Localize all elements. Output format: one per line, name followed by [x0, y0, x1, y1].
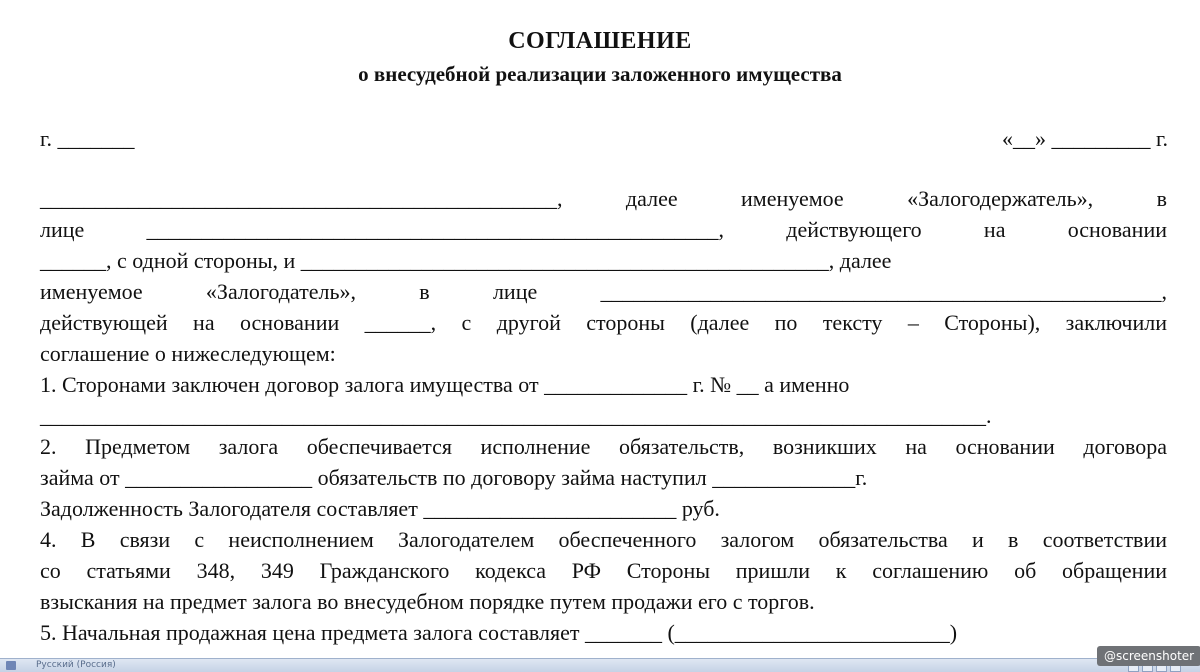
body-line-9: 2. Предметом залога обеспечивается исполнение обязательств, возникших на основании договора [40, 434, 1167, 459]
body-line-1: _______________________________________________, далее именуемое «Залогодержатель», в [40, 186, 1167, 211]
document-title: СОГЛАШЕНИЕ [508, 28, 692, 54]
body-line-7: 1. Сторонами заключен договор залога имущества от _____________ г. № __ а именно [40, 372, 850, 397]
body-line-15: 5. Начальная продажная цена предмета залога составляет _______ (_________________________) [40, 620, 958, 645]
document-subtitle: о внесудебной реализации заложенного имущества [358, 62, 842, 86]
body-line-4: именуемое «Залогодатель», в лице ___________________________________________________, [40, 279, 1167, 304]
body-line-14: взыскания на предмет залога во внесудебном порядке путем продажи его с торгов. [40, 589, 815, 614]
body-line-3: ______, с одной стороны, и ________________________________________________, далее [40, 248, 892, 273]
status-bar [0, 658, 1200, 672]
language-indicator[interactable]: Русский (Россия) [36, 660, 116, 670]
body-line-13: со статьями 348, 349 Гражданского кодекса РФ Стороны пришли к соглашению об обращении [40, 558, 1167, 583]
watermark-badge: @screenshoter [1097, 646, 1200, 666]
body-line-10: займа от _________________ обязательств по договору займа наступил _____________г. [40, 465, 868, 490]
body-line-8: ______________________________________________________________________________________. [40, 403, 992, 428]
language-icon[interactable] [6, 661, 16, 670]
date-line: «__» _________ г. [1001, 126, 1168, 151]
body-line-5: действующей на основании ______, с другой стороны (далее по тексту – Стороны), заключили [40, 310, 1167, 335]
body-line-2: лице ____________________________________________________, действующего на основании [40, 217, 1167, 242]
body-line-12: 4. В связи с неисполнением Залогодателем обеспеченного залогом обязательства и в соответствии [40, 527, 1167, 552]
body-line-6: соглашение о нижеследующем: [40, 341, 336, 366]
city-line: г. _______ [40, 126, 135, 151]
body-line-11: Задолженность Залогодателя составляет _______________________ руб. [40, 496, 720, 521]
